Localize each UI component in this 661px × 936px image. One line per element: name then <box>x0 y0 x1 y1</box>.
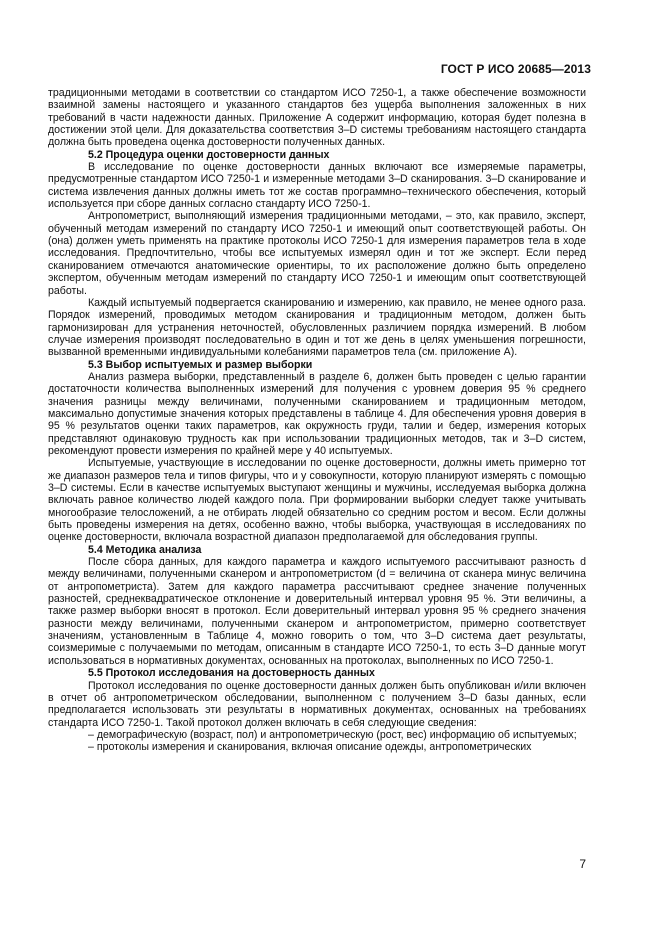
paragraph: Испытуемые, участвующие в исследовании по оценке достоверности, должны иметь примерно тот же диапазон размеров тела и типов фигуры, что и у совокупности, которую планируют измерять с помощью 3–D системы. Если в качестве испытуемых выступают женщины и мужчины, исследуемая выборка должна включать равное количество людей каждого пола. При формировании выборки следует также учитывать многообразие телосложений, а не отбирать людей обязательно со средним ростом и весом. Если должны быть проведены измерения на детях, особенно важно, чтобы выборка, участвующая в исследованиях по оценке достоверности, включала возрастной диапазон предполагаемой для обследования группы. <box>48 457 586 544</box>
page-number: 7 <box>579 857 586 871</box>
paragraph: Протокол исследования по оценке достоверности данных должен быть опубликован и/или включен в отчет об антропометрическом обследовании, выполненном с получением 3–D базы данных, если предполагается использовать эти результаты в нормативных документах, основанных на требованиях стандарта ИСО 7250-1. Такой протокол должен включать в себя следующие сведения: <box>48 679 586 729</box>
paragraph: Каждый испытуемый подвергается сканированию и измерению, как правило, не менее одного раза. Порядок измерений, проводимых методом сканирования и традиционным методом, должен быть гармонизирован для устранения неточностей, обусловленных различием порядка измерений. В любом случае измерения производят последовательно в один и тот же день в целях уменьшения погрешности, вызванной временными индивидуальными колебаниями параметров тела (см. приложение А). <box>48 296 586 359</box>
document-body <box>48 87 586 754</box>
section-heading-5-2: 5.2 Процедура оценки достоверности данных <box>88 148 330 161</box>
list-item: – протоколы измерения и сканирования, включая описание одежды, антропометрических <box>88 741 532 754</box>
section-heading-5-5: 5.5 Протокол исследования на достоверность данных <box>88 667 375 680</box>
paragraph: традиционными методами в соответствии со стандартом ИСО 7250-1, а также обеспечение возможности взаимной замены настоящего и указанного стандартов без ущерба выполнения заложенных в них требований в части надежности данных. Приложение А содержит информацию, которая будет полезна в достижении этой цели. Для доказательства соответствия 3–D системы требованиям настоящего стандарта должна быть проведена оценка достоверности полученных данных. <box>48 87 586 149</box>
paragraph: Антропометрист, выполняющий измерения традиционными методами, – это, как правило, эксперт, обученный методам измерений по стандарту ИСО 7250-1 и имеющий опыт соответствующей работы. Он (она) должен уметь применять на практике протоколы ИСО 7250-1 для измерения параметров тела в ходе исследования. Предпочтительно, чтобы все испытуемых измерял один и тот же эксперт. Если перед сканированием отмечаются анатомические ориентиры, то их расположение должно быть определено экспертом, обученным методам измерений по стандарту ИСО 7250-1 и имеющим опыт соответствующей работы. <box>48 210 586 297</box>
list-item: – демографическую (возраст, пол) и антропометрическую (рост, вес) информацию об испытуемых; <box>88 728 577 741</box>
standard-code-header: ГОСТ Р ИСО 20685—2013 <box>440 62 591 76</box>
section-heading-5-3: 5.3 Выбор испытуемых и размер выборки <box>88 358 313 371</box>
paragraph: После сбора данных, для каждого параметра и каждого испытуемого рассчитывают разность d между величинами, полученными сканером и антропометристом (d = величина от сканера минус величина от антропометриста). Затем для каждого параметра рассчитывают среднее значение полученных разностей, среднеквадратическое отклонение и доверительный интервал уровня 95 %. Эти величины, а также размер выборки вносят в протокол. Если доверительный интервал уровня 95 % среднего значения разности между величинами, полученными сканером и антропометристом, примерно соответствует значениям, установленным в Таблице 4, можно говорить о том, что 3–D система дает результаты, соизмеримые с получаемыми по методам, описанным в стандарте ИСО 7250-1, то есть 3–D данные могут использоваться в нормативных документах, основанных на протоколах, выполненных по ИСО 7250-1. <box>48 556 586 667</box>
section-heading-5-4: 5.4 Методика анализа <box>88 543 202 556</box>
paragraph: В исследование по оценке достоверности данных включают все измеряемые параметры, предусмотренные стандартом ИСО 7250-1 и измеренные методами 3–D сканирования. 3–D сканирование и система извлечения данных должны иметь тот же состав программно–технического обеспечения, который используется при сборе данных согласно стандарту ИСО 7250-1. <box>48 161 586 211</box>
paragraph: Анализ размера выборки, представленный в разделе 6, должен быть проведен с целью гарантии достаточности количества выполненных измерений для получения с уровнем доверия 95 % среднего значения разницы между величинами, полученными сканированием и традиционным методом, максимально допустимые значения которых представлены в таблице 4. Для обеспечения уровня доверия в 95 % результатов оценки таких параметров, как окружность груди, талии и бедер, измерения которых представляют одинаковую трудность как при использовании традиционных методов, так и 3–D систем, рекомендуют провести измерения по крайней мере у 40 испытуемых. <box>48 370 586 457</box>
